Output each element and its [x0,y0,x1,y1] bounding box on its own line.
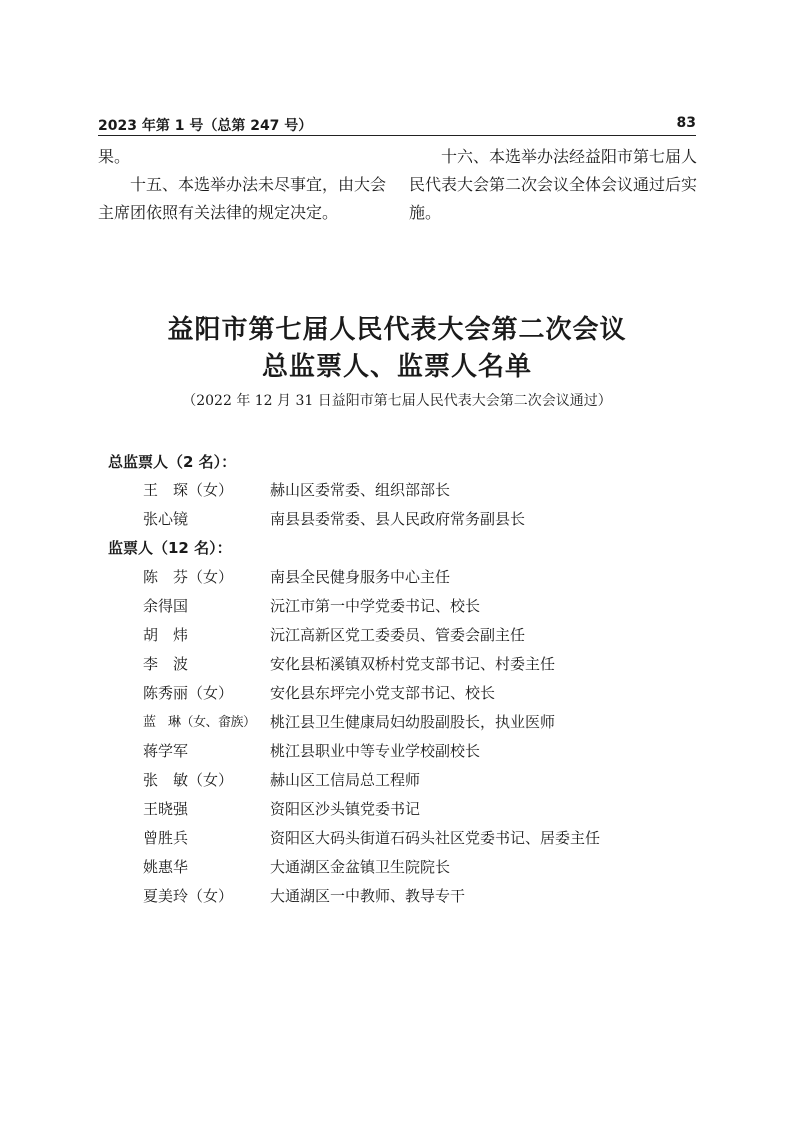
member-name: 陈 芬（女） [143,568,234,586]
list-item [0,479,794,503]
member-name: 王 琛（女） [143,481,234,499]
member-position: 南县县委常委、县人民政府常务副县长 [270,510,526,528]
member-position: 沅江市第一中学党委书记、校长 [270,597,481,615]
page-header [98,113,696,136]
issue-label: 2023 年第 1 号（总第 247 号） [98,118,313,134]
list-item [0,595,794,619]
member-name: 夏美玲（女） [143,887,234,905]
member-name: 张 敏（女） [143,771,234,789]
list-item [0,653,794,677]
list-item [0,682,794,706]
member-name: 陈秀丽（女） [143,684,234,702]
chief-scrutineers-heading: 总监票人（2 名）： [108,453,237,471]
list-item [0,508,794,532]
member-name: 李 波 [143,655,189,673]
member-name: 余得国 [143,597,189,615]
member-position: 安化县柘溪镇双桥村党支部书记、村委主任 [270,655,556,673]
member-position: 资阳区沙头镇党委书记 [270,800,421,818]
member-name: 蓝 琳（女、畲族） [143,715,256,730]
body-paragraph: 果。 [98,147,131,166]
body-right-column [409,143,699,227]
member-name: 姚惠华 [143,858,189,876]
member-position: 资阳区大码头街道石码头社区党委书记、居委主任 [270,829,601,847]
member-position: 赫山区委常委、组织部部长 [270,481,451,499]
member-position: 桃江县职业中等专业学校副校长 [270,742,481,760]
body-paragraph: 十六、本选举办法经益阳市第七届人民代表大会第二次会议全体会议通过后实施。 [409,147,698,222]
list-item [0,798,794,822]
member-position: 南县全民健身服务中心主任 [270,568,451,586]
scrutineers-heading: 监票人（12 名）： [108,539,232,557]
list-item [0,711,794,735]
member-position: 赫山区工信局总工程师 [270,771,421,789]
member-name: 蒋学军 [143,742,189,760]
document-title-line1: 益阳市第七届人民代表大会第二次会议 [167,315,627,345]
member-position: 安化县东坪完小党支部书记、校长 [270,684,496,702]
member-name: 曾胜兵 [143,829,189,847]
list-item [0,740,794,764]
document-title-line2: 总监票人、监票人名单 [261,352,532,382]
page-number: 83 [676,115,696,131]
body-left-column [98,143,388,227]
member-name: 胡 炜 [143,626,189,644]
list-item [0,624,794,648]
list-item [0,769,794,793]
member-position: 大通湖区金盆镇卫生院院长 [270,858,451,876]
list-item [0,856,794,880]
body-paragraph: 十五、本选举办法未尽事宜，由大会主席团依照有关法律的规定决定。 [98,175,387,222]
member-position: 沅江高新区党工委委员、管委会副主任 [270,626,526,644]
member-name: 张心镜 [143,510,189,528]
document-subtitle: （2022 年 12 月 31 日益阳市第七届人民代表大会第二次会议通过） [182,393,612,409]
list-item [0,827,794,851]
member-position: 大通湖区一中教师、教导专干 [270,887,466,905]
list-item [0,885,794,909]
member-name: 王晓强 [143,800,189,818]
list-item [0,566,794,590]
member-position: 桃江县卫生健康局妇幼股副股长，执业医师 [270,713,556,731]
